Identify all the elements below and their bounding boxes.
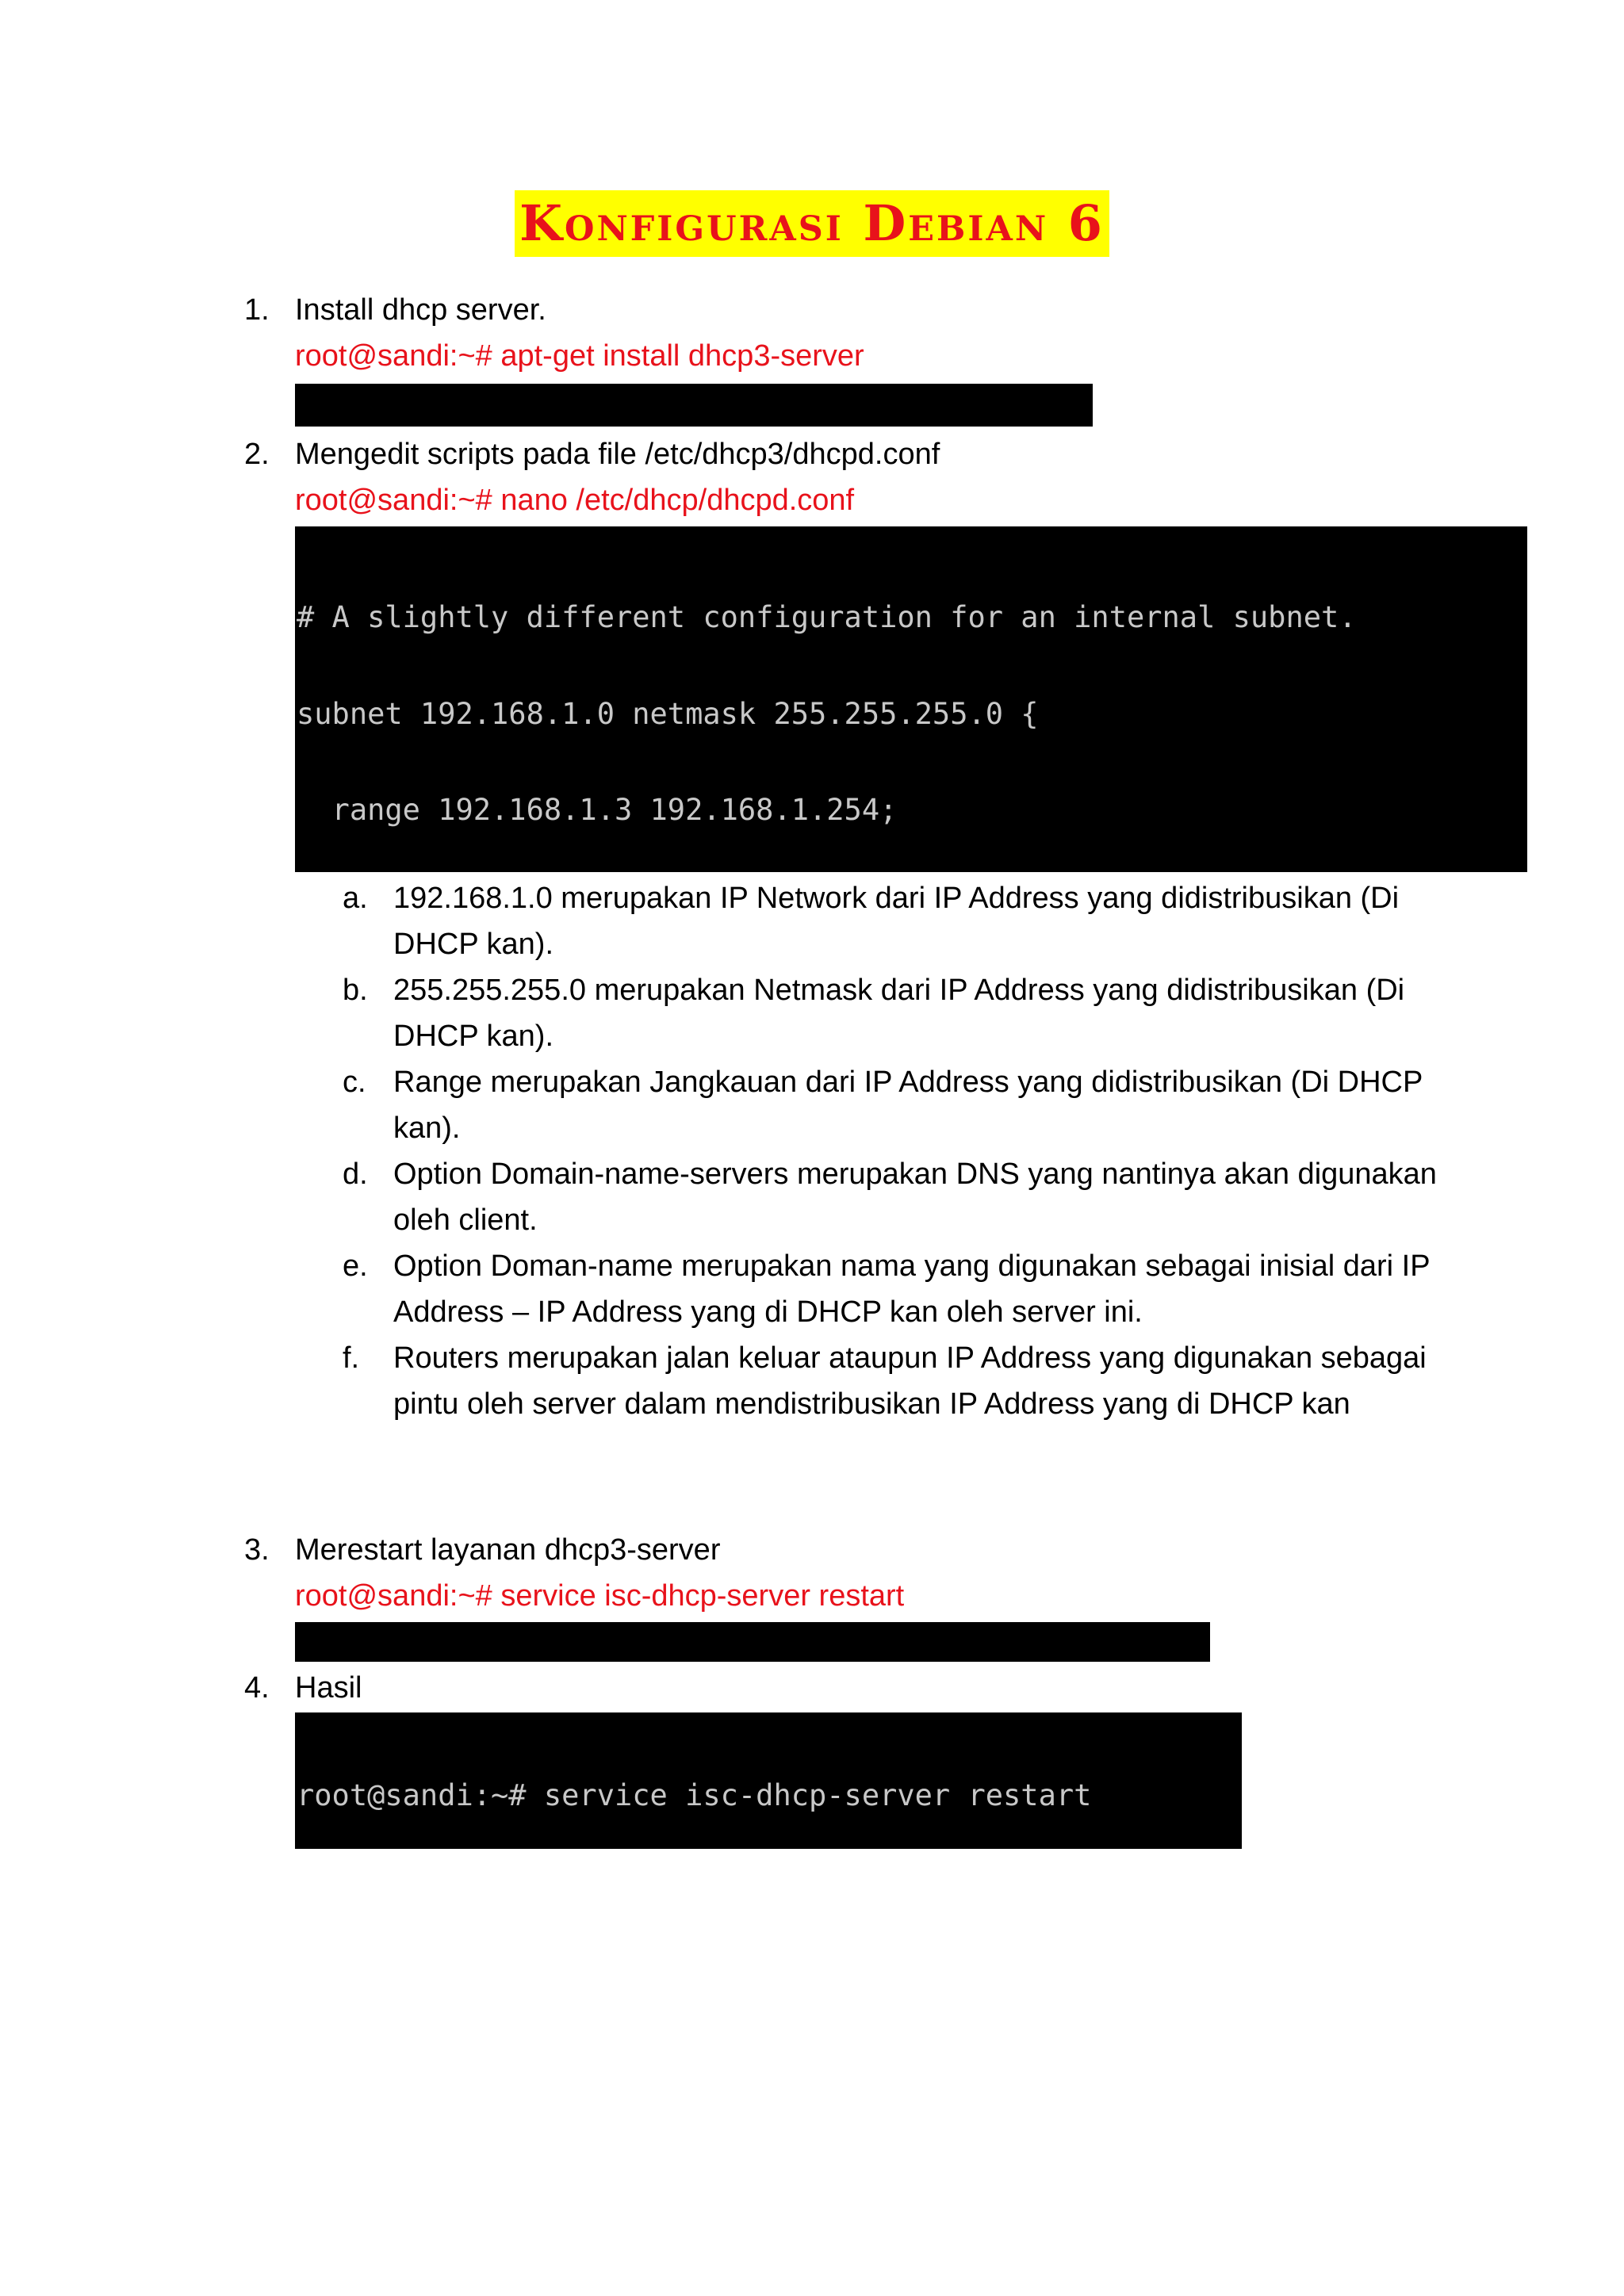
- list-text: Option Domain-name-servers merupakan DNS yang nantinya akan digunakan oleh client.: [393, 1158, 1437, 1237]
- list-text: Routers merupakan jalan keluar ataupun IP Address yang digunakan sebagai pintu oleh server dalam mendistribusikan IP Address yang di DHCP kan: [393, 1341, 1427, 1421]
- terminal-install: [295, 384, 1093, 427]
- list-letter: a.: [343, 882, 368, 915]
- terminal-dhcpd-conf: [295, 526, 1527, 872]
- step-number: 3.: [244, 1533, 270, 1567]
- step-3: [244, 1530, 720, 1570]
- step-number: 4.: [244, 1671, 270, 1705]
- step-4: [244, 1668, 362, 1708]
- list-item: [343, 1335, 1437, 1427]
- list-letter: c.: [343, 1066, 366, 1099]
- step-3-command: root@sandi:~# service isc-dhcp-server restart: [295, 1579, 905, 1613]
- terminal-line: # A slightly different configuration for an internal subnet.: [297, 600, 1357, 634]
- page-title: Konfigurasi Debian 6: [515, 190, 1109, 257]
- list-text: Option Doman-name merupakan nama yang digunakan sebagai inisial dari IP Address – IP Address yang di DHCP kan oleh server ini.: [393, 1249, 1430, 1329]
- list-text: Range merupakan Jangkauan dari IP Address yang didistribusikan (Di DHCP kan).: [393, 1066, 1423, 1145]
- terminal-line: range 192.168.1.3 192.168.1.254;: [297, 793, 898, 827]
- list-letter: b.: [343, 974, 368, 1007]
- list-letter: e.: [343, 1249, 368, 1283]
- list-text: 255.255.255.0 merupakan Netmask dari IP Address yang didistribusikan (Di DHCP kan).: [393, 974, 1405, 1053]
- step-text: Install dhcp server.: [295, 293, 546, 327]
- step-text: Hasil: [295, 1671, 362, 1705]
- step-text: Mengedit scripts pada file /etc/dhcp3/dhcpd.conf: [295, 438, 940, 471]
- list-item: [343, 1059, 1437, 1151]
- step-text: Merestart layanan dhcp3-server: [295, 1533, 721, 1567]
- step-1: [244, 290, 546, 330]
- list-text: 192.168.1.0 merupakan IP Network dari IP Address yang didistribusikan (Di DHCP kan).: [393, 882, 1400, 961]
- title-wrap: [0, 190, 1624, 257]
- step-number: 2.: [244, 438, 270, 471]
- list-item: [343, 967, 1437, 1059]
- terminal-line: root@sandi:~# service isc-dhcp-server restart: [297, 1778, 1092, 1812]
- step-2-command: root@sandi:~# nano /etc/dhcp/dhcpd.conf: [295, 484, 855, 517]
- list-item: [343, 1243, 1437, 1335]
- terminal-result: [295, 1712, 1242, 1849]
- list-letter: d.: [343, 1158, 368, 1191]
- step-1-command: root@sandi:~# apt-get install dhcp3-server: [295, 339, 864, 373]
- terminal-line: subnet 192.168.1.0 netmask 255.255.255.0 {: [297, 696, 1039, 731]
- list-item: [343, 1151, 1437, 1243]
- step-2: [244, 434, 940, 474]
- list-letter: f.: [343, 1341, 360, 1375]
- terminal-restart: [295, 1622, 1210, 1662]
- list-item: [343, 875, 1437, 967]
- step-number: 1.: [244, 293, 270, 327]
